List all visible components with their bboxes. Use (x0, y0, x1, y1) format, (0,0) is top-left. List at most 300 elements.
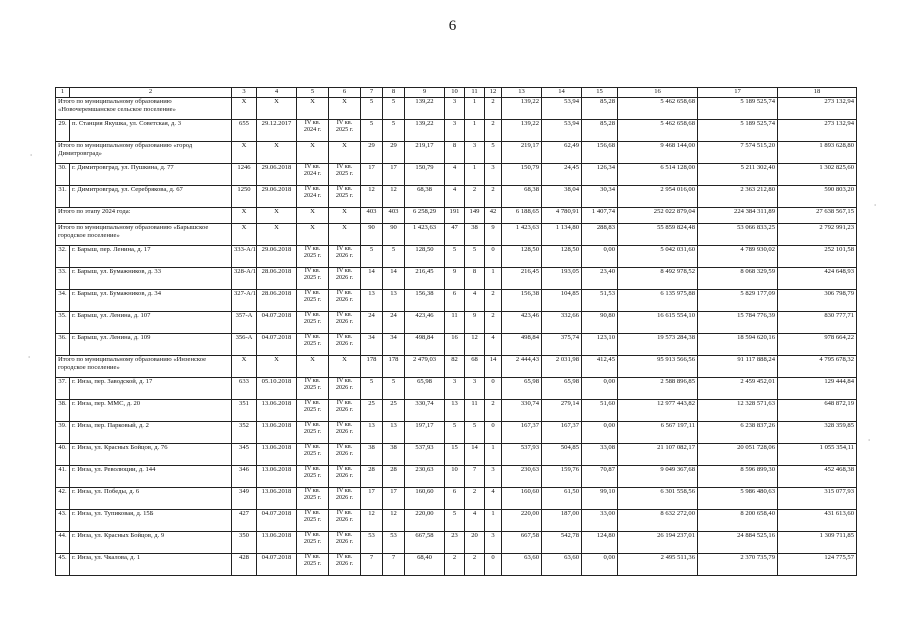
table-cell: 28 (361, 466, 383, 488)
column-number: 3 (232, 88, 257, 98)
table-cell: 42 (485, 208, 502, 224)
table-cell: 4 789 930,02 (698, 246, 778, 268)
table-cell: 2 954 016,00 (618, 186, 698, 208)
table-cell: 2 (465, 186, 485, 208)
table-cell: 6 (445, 488, 465, 510)
table-cell: X (297, 142, 329, 164)
table-cell: IV кв. 2025 г. (297, 510, 329, 532)
table-cell: 542,78 (542, 532, 582, 554)
address-cell: г. Инза, пер. Заводской, д. 17 (70, 378, 232, 400)
table-cell: 38,04 (542, 186, 582, 208)
table-cell: IV кв. 2025 г. (329, 120, 361, 142)
table-cell: 2 588 896,85 (618, 378, 698, 400)
table-cell: 346 (232, 466, 257, 488)
table-cell: 187,00 (542, 510, 582, 532)
table-cell: 306 798,79 (778, 290, 857, 312)
table-cell: 29.06.2018 (257, 246, 297, 268)
address-cell: г. Инза, пер. ММС, д. 20 (70, 400, 232, 422)
table-cell: 3 (465, 378, 485, 400)
table-cell: IV кв. 2026 г. (329, 554, 361, 576)
table-cell: 23 (445, 532, 465, 554)
table-cell: 68,40 (405, 554, 445, 576)
table-cell: 17 (383, 488, 405, 510)
table-cell: IV кв. 2024 г. (297, 120, 329, 142)
table-cell: IV кв. 2024 г. (297, 186, 329, 208)
table-cell: 167,37 (542, 422, 582, 444)
table-cell: 24 (361, 312, 383, 334)
table-cell: 5 (383, 378, 405, 400)
table-cell: 403 (361, 208, 383, 224)
table-cell: X (297, 208, 329, 224)
table-cell: 193,05 (542, 268, 582, 290)
table-cell: 104,85 (542, 290, 582, 312)
table-cell: 90 (383, 224, 405, 246)
table-cell: 41. (56, 466, 70, 488)
table-cell: 04.07.2018 (257, 554, 297, 576)
table-cell: IV кв. 2025 г. (297, 466, 329, 488)
table-cell: X (297, 224, 329, 246)
table-cell: 8 596 899,30 (698, 466, 778, 488)
table-cell: 16 (445, 334, 465, 356)
table-cell: 8 068 329,59 (698, 268, 778, 290)
table-cell: 5 (361, 246, 383, 268)
table-cell: 1 407,74 (582, 208, 618, 224)
table-cell: 24 (383, 312, 405, 334)
table-cell: IV кв. 2026 г. (329, 378, 361, 400)
margin-mark-right-top: ∙ (874, 200, 877, 210)
table-cell: 0,00 (582, 422, 618, 444)
table-cell: 32. (56, 246, 70, 268)
table-cell: 13.06.2018 (257, 422, 297, 444)
table-cell: 62,49 (542, 142, 582, 164)
table-cell: X (329, 142, 361, 164)
table-cell: 12 (361, 510, 383, 532)
table-row (56, 466, 857, 488)
table-cell: 5 986 480,63 (698, 488, 778, 510)
table-cell: 0 (485, 378, 502, 400)
table-cell: 40. (56, 444, 70, 466)
table-cell: 3 (445, 120, 465, 142)
table-cell: IV кв. 2026 г. (329, 488, 361, 510)
table-cell: 14 (383, 268, 405, 290)
table-cell: 63,60 (502, 554, 542, 576)
column-number: 12 (485, 88, 502, 98)
table-cell: 25 (383, 400, 405, 422)
table-cell: 31. (56, 186, 70, 208)
subtotal-row (56, 98, 857, 120)
table-cell: 21 107 082,17 (618, 444, 698, 466)
table-cell: X (257, 208, 297, 224)
table-row (56, 120, 857, 142)
table-cell: 38. (56, 400, 70, 422)
table-cell: 28 (383, 466, 405, 488)
table-cell: 403 (383, 208, 405, 224)
table-cell: 3 (485, 532, 502, 554)
margin-mark-left-top: ∙ (30, 150, 33, 160)
table-cell: 45. (56, 554, 70, 576)
table-cell: IV кв. 2026 г. (329, 444, 361, 466)
table-row (56, 268, 857, 290)
table-cell: 252 101,58 (778, 246, 857, 268)
table-cell: 24,45 (542, 164, 582, 186)
table-cell: 0 (485, 422, 502, 444)
table-cell: X (329, 98, 361, 120)
table-cell: 1246 (232, 164, 257, 186)
table-cell: 1 055 354,11 (778, 444, 857, 466)
table-cell: 504,85 (542, 444, 582, 466)
table-row (56, 186, 857, 208)
table-cell: 70,87 (582, 466, 618, 488)
table-cell: 85,28 (582, 120, 618, 142)
table-cell: 55 859 824,48 (618, 224, 698, 246)
table-cell: 85,28 (582, 98, 618, 120)
table-cell: 428 (232, 554, 257, 576)
table-cell: 150,79 (405, 164, 445, 186)
table-cell: 1 (485, 444, 502, 466)
table-cell: IV кв. 2024 г. (297, 164, 329, 186)
table-cell: 17 (383, 164, 405, 186)
table-cell: 149 (465, 208, 485, 224)
table-cell: 2 444,43 (502, 356, 542, 378)
table-cell: 13.06.2018 (257, 444, 297, 466)
table-cell: 128,50 (542, 246, 582, 268)
table-cell: 273 132,94 (778, 98, 857, 120)
table-cell: 328 359,85 (778, 422, 857, 444)
address-cell: г. Инза, ул. Революции, д. 144 (70, 466, 232, 488)
subtotal-row (56, 224, 857, 246)
table-cell: 2 363 212,80 (698, 186, 778, 208)
table-cell: 4 (445, 186, 465, 208)
column-number: 7 (361, 88, 383, 98)
table-cell: 5 (383, 120, 405, 142)
stage-total-row (56, 208, 857, 224)
table-cell: 1 893 628,80 (778, 142, 857, 164)
table-cell: 427 (232, 510, 257, 532)
table-cell: IV кв. 2025 г. (297, 290, 329, 312)
table-cell: 5 (445, 422, 465, 444)
table-cell: 91 117 888,24 (698, 356, 778, 378)
address-cell: г. Димитровград, ул. Пушкина, д. 77 (70, 164, 232, 186)
table-cell: X (232, 356, 257, 378)
table-cell: 24 884 525,16 (698, 532, 778, 554)
table-cell: IV кв. 2026 г. (329, 312, 361, 334)
table-cell: 5 (485, 142, 502, 164)
table-cell: 34 (361, 334, 383, 356)
subtotal-label: Итого по муниципальному образованию «город Димитровград» (56, 142, 232, 164)
margin-mark-right-mid: ∙ (868, 435, 871, 445)
table-cell: 156,38 (405, 290, 445, 312)
table-cell: 178 (361, 356, 383, 378)
table-cell: 3 (445, 378, 465, 400)
table-cell: 15 (445, 444, 465, 466)
address-cell: п. Станция Якушка, ул. Советская, д. 3 (70, 120, 232, 142)
table-cell: 423,46 (502, 312, 542, 334)
table-cell: 139,22 (502, 98, 542, 120)
table-row (56, 532, 857, 554)
table-cell: 273 132,94 (778, 120, 857, 142)
table-cell: 498,84 (405, 334, 445, 356)
column-number: 16 (618, 88, 698, 98)
table-cell: 537,93 (502, 444, 542, 466)
table-cell: 178 (383, 356, 405, 378)
table-cell: 424 648,93 (778, 268, 857, 290)
table-cell: IV кв. 2026 г. (329, 246, 361, 268)
table-cell: 5 (445, 510, 465, 532)
table-cell: 10 (445, 466, 465, 488)
table-cell: 1 (465, 164, 485, 186)
table-cell: 27 638 567,15 (778, 208, 857, 224)
table-cell: 17 (361, 488, 383, 510)
table-cell: 29.06.2018 (257, 186, 297, 208)
table-cell: 2 (465, 488, 485, 510)
subtotal-row (56, 142, 857, 164)
table-cell: 61,50 (542, 488, 582, 510)
table-cell: 13.06.2018 (257, 466, 297, 488)
table-cell: IV кв. 2026 г. (329, 466, 361, 488)
table-cell: 0,00 (582, 378, 618, 400)
column-number: 9 (405, 88, 445, 98)
table-cell: 156,38 (502, 290, 542, 312)
table-cell: 2 (485, 312, 502, 334)
table-cell: 230,63 (405, 466, 445, 488)
table-cell: 9 468 144,00 (618, 142, 698, 164)
table-cell: 1 309 711,85 (778, 532, 857, 554)
table-cell: 375,74 (542, 334, 582, 356)
table-cell: 1 (465, 120, 485, 142)
table-row (56, 444, 857, 466)
table-cell: 29.12.2017 (257, 120, 297, 142)
margin-mark-left-mid: ∙ (28, 352, 31, 362)
table-cell: 12 (383, 510, 405, 532)
table-cell: 655 (232, 120, 257, 142)
subtotal-label: Итого по муниципальному образованию «Барышское городское поселение» (56, 224, 232, 246)
table-cell: 6 567 197,11 (618, 422, 698, 444)
table-cell: 18 594 620,16 (698, 334, 778, 356)
table-cell: 33. (56, 268, 70, 290)
table-cell: 633 (232, 378, 257, 400)
table-row (56, 488, 857, 510)
table-cell: 160,60 (502, 488, 542, 510)
table-cell: 05.10.2018 (257, 378, 297, 400)
table-cell: 42. (56, 488, 70, 510)
table-cell: 99,10 (582, 488, 618, 510)
table-cell: 3 (465, 142, 485, 164)
table-cell: 830 777,71 (778, 312, 857, 334)
table-cell: X (232, 224, 257, 246)
table-cell: 5 (361, 378, 383, 400)
table-cell: X (329, 224, 361, 246)
table-row (56, 290, 857, 312)
table-cell: 667,58 (405, 532, 445, 554)
table-cell: 124,80 (582, 532, 618, 554)
table-cell: 8 200 658,40 (698, 510, 778, 532)
table-cell: 1 423,63 (405, 224, 445, 246)
table-cell: 6 135 975,88 (618, 290, 698, 312)
table-cell: 1 423,63 (502, 224, 542, 246)
table-cell: 219,17 (502, 142, 542, 164)
table-cell: 1 302 825,60 (778, 164, 857, 186)
table-cell: 6 (445, 290, 465, 312)
table-cell: 29 (383, 142, 405, 164)
table-cell: 53 066 833,25 (698, 224, 778, 246)
address-cell: г. Димитровград, ул. Серебрякова, д. 67 (70, 186, 232, 208)
table-cell: IV кв. 2025 г. (297, 422, 329, 444)
table-cell: 978 664,22 (778, 334, 857, 356)
table-cell: 356-А (232, 334, 257, 356)
table-cell: IV кв. 2026 г. (329, 510, 361, 532)
table-cell: 330,74 (502, 400, 542, 422)
table-cell: 191 (445, 208, 465, 224)
column-number: 14 (542, 88, 582, 98)
table-cell: 26 194 237,01 (618, 532, 698, 554)
table-cell: 1250 (232, 186, 257, 208)
table-row (56, 400, 857, 422)
table-cell: 7 (465, 466, 485, 488)
table-cell: 590 803,20 (778, 186, 857, 208)
table-cell: IV кв. 2025 г. (297, 312, 329, 334)
table-cell: 17 (361, 164, 383, 186)
table-cell: 6 238 837,26 (698, 422, 778, 444)
column-number-row (56, 88, 857, 98)
table-cell: 20 (465, 532, 485, 554)
table-cell: 252 022 879,04 (618, 208, 698, 224)
table-cell: 220,00 (405, 510, 445, 532)
table-cell: IV кв. 2025 г. (297, 246, 329, 268)
table-cell: 63,60 (542, 554, 582, 576)
page-number: 6 (448, 18, 457, 34)
address-cell: г. Инза, пер. Парковый, д. 2 (70, 422, 232, 444)
table-cell: X (232, 98, 257, 120)
table-cell: IV кв. 2025 г. (329, 164, 361, 186)
table-cell: 128,50 (502, 246, 542, 268)
table-cell: IV кв. 2025 г. (297, 400, 329, 422)
table-cell: 2 479,03 (405, 356, 445, 378)
table-cell: 288,83 (582, 224, 618, 246)
table-cell: 2 031,98 (542, 356, 582, 378)
table-cell: 332,66 (542, 312, 582, 334)
table-cell: 150,79 (502, 164, 542, 186)
table-cell: 279,14 (542, 400, 582, 422)
table-cell: 8 (445, 142, 465, 164)
table-cell: X (257, 224, 297, 246)
column-number: 13 (502, 88, 542, 98)
table-cell: 28.06.2018 (257, 268, 297, 290)
table-cell: 5 (465, 422, 485, 444)
table-cell: IV кв. 2025 г. (297, 444, 329, 466)
table-cell: 4 795 678,32 (778, 356, 857, 378)
table-cell: 7 574 515,20 (698, 142, 778, 164)
table-cell: 5 042 031,60 (618, 246, 698, 268)
table-row (56, 164, 857, 186)
table-cell: 34 (383, 334, 405, 356)
table-cell: 13 (361, 422, 383, 444)
table-cell: 04.07.2018 (257, 510, 297, 532)
table-cell: 315 077,93 (778, 488, 857, 510)
table-cell: 2 (485, 120, 502, 142)
table-cell: 498,84 (502, 334, 542, 356)
table-cell: 23,40 (582, 268, 618, 290)
table-cell: IV кв. 2025 г. (297, 554, 329, 576)
register-table (55, 87, 857, 576)
table-cell: 90,80 (582, 312, 618, 334)
table-cell: 159,76 (542, 466, 582, 488)
table-cell: 43. (56, 510, 70, 532)
table-cell: 123,10 (582, 334, 618, 356)
table-cell: 648 872,19 (778, 400, 857, 422)
table-cell: 95 913 566,56 (618, 356, 698, 378)
table-cell: 11 (465, 400, 485, 422)
table-cell: 12 977 443,82 (618, 400, 698, 422)
table-cell: 4 (485, 334, 502, 356)
table-cell: 34. (56, 290, 70, 312)
table-cell: 1 (485, 268, 502, 290)
table-cell: 129 444,84 (778, 378, 857, 400)
table-cell: 8 (465, 268, 485, 290)
table-cell: 216,45 (405, 268, 445, 290)
table-cell: 5 (361, 120, 383, 142)
column-number: 2 (70, 88, 232, 98)
table-cell: 0 (485, 246, 502, 268)
column-number: 17 (698, 88, 778, 98)
table-cell: 220,00 (502, 510, 542, 532)
table-cell: 139,22 (502, 120, 542, 142)
table-cell: 65,98 (502, 378, 542, 400)
table-cell: 04.07.2018 (257, 312, 297, 334)
table-cell: 351 (232, 400, 257, 422)
subtotal-label: Итого по муниципальному образованию «Новочеремшанское сельское поселение» (56, 98, 232, 120)
table-cell: 431 613,60 (778, 510, 857, 532)
table-cell: X (232, 142, 257, 164)
table-cell: 139,22 (405, 98, 445, 120)
table-cell: 5 462 658,68 (618, 120, 698, 142)
table-cell: 412,45 (582, 356, 618, 378)
table-cell: 51,53 (582, 290, 618, 312)
table-cell: IV кв. 2025 г. (297, 268, 329, 290)
table-cell: 65,98 (542, 378, 582, 400)
table-cell: 1 (485, 510, 502, 532)
table-cell: IV кв. 2025 г. (297, 334, 329, 356)
table-cell: 2 495 511,36 (618, 554, 698, 576)
table-cell: 6 514 128,00 (618, 164, 698, 186)
table-cell: IV кв. 2026 г. (329, 532, 361, 554)
address-cell: г. Инза, ул. Тупиковая, д. 15Б (70, 510, 232, 532)
table-cell: 6 301 558,56 (618, 488, 698, 510)
table-cell: 4 (465, 510, 485, 532)
table-cell: 4 (485, 488, 502, 510)
table-cell: 2 370 735,79 (698, 554, 778, 576)
table-cell: 423,46 (405, 312, 445, 334)
table-cell: 6 188,65 (502, 208, 542, 224)
table-cell: 5 (445, 246, 465, 268)
table-cell: 14 (361, 268, 383, 290)
table-cell: 352 (232, 422, 257, 444)
table-cell: 36. (56, 334, 70, 356)
table-cell: 219,17 (405, 142, 445, 164)
table-cell: 197,17 (405, 422, 445, 444)
table-cell: 29. (56, 120, 70, 142)
table-cell: 0,00 (582, 554, 618, 576)
table-cell: X (232, 208, 257, 224)
table-cell: 14 (485, 356, 502, 378)
table-cell: 12 328 571,63 (698, 400, 778, 422)
table-cell: 6 258,29 (405, 208, 445, 224)
table-cell: 04.07.2018 (257, 334, 297, 356)
table-cell: 9 (445, 268, 465, 290)
table-cell: IV кв. 2025 г. (297, 378, 329, 400)
table-cell: 12 (465, 334, 485, 356)
table-row (56, 422, 857, 444)
table-cell: 126,34 (582, 164, 618, 186)
